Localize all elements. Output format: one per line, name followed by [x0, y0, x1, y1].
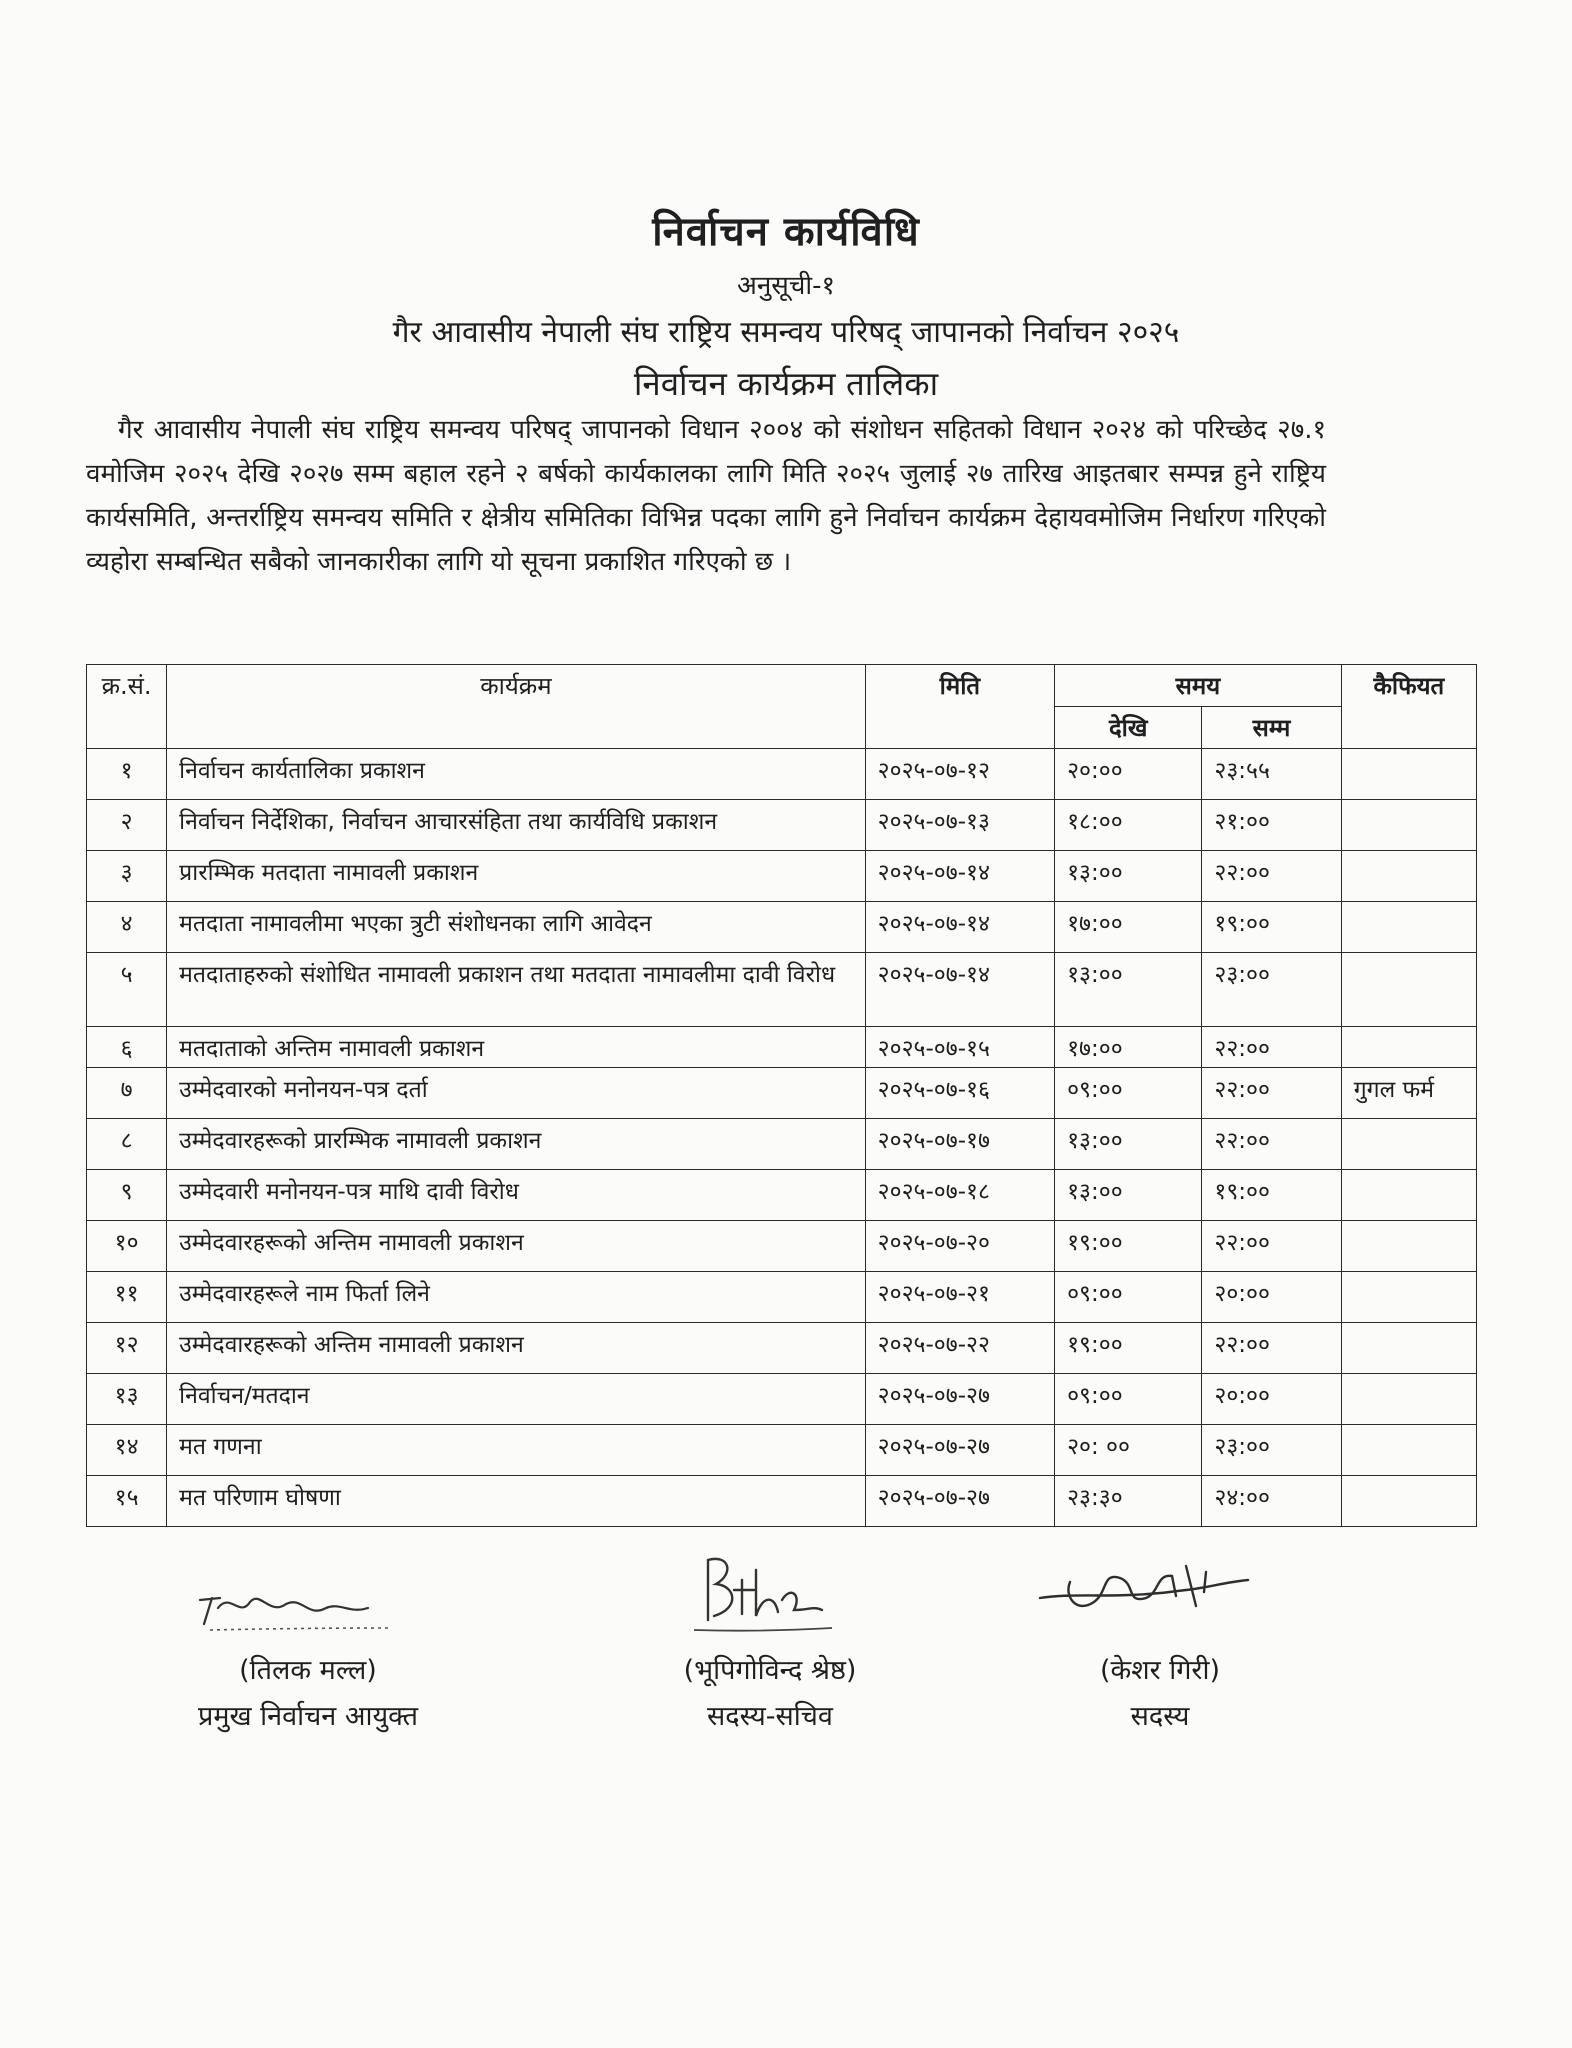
signatory-1 — [158, 1648, 458, 1740]
cell-remarks — [1341, 749, 1476, 800]
cell-from: १३:०० — [1055, 953, 1202, 1027]
cell-to: २२:०० — [1202, 1119, 1341, 1170]
cell-sn: १३ — [87, 1374, 167, 1425]
cell-remarks — [1341, 953, 1476, 1027]
table-row — [87, 1068, 1477, 1119]
cell-from: १३:०० — [1055, 851, 1202, 902]
cell-remarks — [1341, 1374, 1476, 1425]
signatory-2-role: सदस्य-सचिव — [707, 1701, 833, 1732]
cell-sn: ११ — [87, 1272, 167, 1323]
cell-date: २०२५-०७-१२ — [865, 749, 1054, 800]
signature-1-scribble — [190, 1578, 410, 1638]
cell-to: २०:०० — [1202, 1272, 1341, 1323]
cell-date: २०२५-०७-२० — [865, 1221, 1054, 1272]
cell-remarks — [1341, 1476, 1476, 1527]
cell-from: १९:०० — [1055, 1323, 1202, 1374]
cell-date: २०२५-०७-२१ — [865, 1272, 1054, 1323]
cell-to: २२:०० — [1202, 1323, 1341, 1374]
cell-remarks — [1341, 800, 1476, 851]
cell-remarks — [1341, 1221, 1476, 1272]
cell-from: १३:०० — [1055, 1170, 1202, 1221]
cell-program: निर्वाचन कार्यतालिका प्रकाशन — [167, 749, 866, 800]
cell-date: २०२५-०७-१४ — [865, 953, 1054, 1027]
cell-from: १७:०० — [1055, 1027, 1202, 1068]
signatory-3-name: (केशर गिरी) — [1099, 1655, 1221, 1686]
header-sn: क्र.सं. — [87, 665, 167, 749]
cell-sn: ३ — [87, 851, 167, 902]
cell-date: २०२५-०७-१६ — [865, 1068, 1054, 1119]
cell-from: ०९:०० — [1055, 1068, 1202, 1119]
cell-sn: १२ — [87, 1323, 167, 1374]
header-remarks: कैफियत — [1341, 665, 1476, 749]
table-row — [87, 1476, 1477, 1527]
cell-sn: १ — [87, 749, 167, 800]
cell-sn: ८ — [87, 1119, 167, 1170]
cell-to: २२:०० — [1202, 851, 1341, 902]
signature-2-scribble — [690, 1550, 840, 1640]
cell-to: २०:०० — [1202, 1374, 1341, 1425]
table-row — [87, 1323, 1477, 1374]
header-program: कार्यक्रम — [167, 665, 866, 749]
cell-from: ०९:०० — [1055, 1374, 1202, 1425]
table-row — [87, 1374, 1477, 1425]
cell-program: प्रारम्भिक मतदाता नामावली प्रकाशन — [167, 851, 866, 902]
schedule-heading: निर्वाचन कार्यक्रम तालिका — [633, 364, 939, 403]
table-row — [87, 1027, 1477, 1068]
signatory-3-role: सदस्य — [1130, 1701, 1190, 1732]
cell-remarks — [1341, 1170, 1476, 1221]
election-schedule-table — [86, 664, 1477, 1527]
cell-sn: १५ — [87, 1476, 167, 1527]
cell-to: २२:०० — [1202, 1027, 1341, 1068]
table-row — [87, 953, 1477, 1027]
signatory-1-name: (तिलक मल्ल) — [239, 1655, 377, 1686]
signature-3-scribble — [1036, 1552, 1256, 1632]
cell-from: ०९:०० — [1055, 1272, 1202, 1323]
cell-program: उम्मेदवारहरूले नाम फिर्ता लिने — [167, 1272, 866, 1323]
cell-program: मतदाताको अन्तिम नामावली प्रकाशन — [167, 1027, 866, 1068]
cell-remarks: गुगल फर्म — [1341, 1068, 1476, 1119]
cell-sn: २ — [87, 800, 167, 851]
cell-remarks — [1341, 1119, 1476, 1170]
cell-date: २०२५-०७-१५ — [865, 1027, 1054, 1068]
table-row — [87, 1119, 1477, 1170]
signatory-2 — [620, 1648, 920, 1740]
header-date: मिति — [865, 665, 1054, 749]
cell-from: १९:०० — [1055, 1221, 1202, 1272]
signatory-2-name: (भूपिगोविन्द श्रेष्ठ) — [683, 1655, 857, 1686]
cell-remarks — [1341, 851, 1476, 902]
table-row — [87, 851, 1477, 902]
cell-date: २०२५-०७-१३ — [865, 800, 1054, 851]
cell-sn: ७ — [87, 1068, 167, 1119]
cell-to: २३:५५ — [1202, 749, 1341, 800]
cell-date: २०२५-०७-१४ — [865, 851, 1054, 902]
table-row — [87, 1221, 1477, 1272]
signatory-1-role: प्रमुख निर्वाचन आयुक्त — [198, 1701, 418, 1732]
table-row — [87, 1170, 1477, 1221]
signatory-3 — [1030, 1648, 1290, 1740]
table-row — [87, 902, 1477, 953]
cell-from: २०:०० — [1055, 749, 1202, 800]
cell-program: मत परिणाम घोषणा — [167, 1476, 866, 1527]
table-row — [87, 800, 1477, 851]
cell-program: उम्मेदवारहरूको प्रारम्भिक नामावली प्रकाशन — [167, 1119, 866, 1170]
cell-program: उम्मेदवारहरूको अन्तिम नामावली प्रकाशन — [167, 1323, 866, 1374]
cell-to: २२:०० — [1202, 1068, 1341, 1119]
cell-sn: ९ — [87, 1170, 167, 1221]
cell-remarks — [1341, 1425, 1476, 1476]
cell-date: २०२५-०७-२७ — [865, 1425, 1054, 1476]
cell-sn: ५ — [87, 953, 167, 1027]
cell-date: २०२५-०७-१७ — [865, 1119, 1054, 1170]
table-row — [87, 749, 1477, 800]
cell-to: २४:०० — [1202, 1476, 1341, 1527]
cell-date: २०२५-०७-२७ — [865, 1374, 1054, 1425]
cell-remarks — [1341, 1272, 1476, 1323]
cell-to: १९:०० — [1202, 1170, 1341, 1221]
table-row — [87, 1425, 1477, 1476]
cell-program: उम्मेदवारहरूको अन्तिम नामावली प्रकाशन — [167, 1221, 866, 1272]
cell-from: १३:०० — [1055, 1119, 1202, 1170]
cell-from: १७:०० — [1055, 902, 1202, 953]
document-heading: गैर आवासीय नेपाली संघ राष्ट्रिय समन्वय परिषद् जापानको निर्वाचन २०२५ — [392, 315, 1180, 350]
cell-program: उम्मेदवारको मनोनयन-पत्र दर्ता — [167, 1068, 866, 1119]
cell-remarks — [1341, 1323, 1476, 1374]
cell-date: २०२५-०७-२२ — [865, 1323, 1054, 1374]
cell-date: २०२५-०७-१४ — [865, 902, 1054, 953]
cell-to: २१:०० — [1202, 800, 1341, 851]
cell-to: २३:०० — [1202, 1425, 1341, 1476]
header-time-from: देखि — [1055, 707, 1202, 749]
cell-to: १९:०० — [1202, 902, 1341, 953]
cell-date: २०२५-०७-१८ — [865, 1170, 1054, 1221]
cell-remarks — [1341, 1027, 1476, 1068]
cell-sn: १० — [87, 1221, 167, 1272]
cell-from: २०: ०० — [1055, 1425, 1202, 1476]
document-title: निर्वाचन कार्यविधि — [652, 209, 920, 255]
cell-from: १८:०० — [1055, 800, 1202, 851]
cell-from: २३:३० — [1055, 1476, 1202, 1527]
header-time-to: सम्म — [1202, 707, 1341, 749]
cell-sn: ६ — [87, 1027, 167, 1068]
header-time: समय — [1055, 665, 1342, 707]
cell-date: २०२५-०७-२७ — [865, 1476, 1054, 1527]
cell-sn: ४ — [87, 902, 167, 953]
table-header-row — [87, 665, 1477, 707]
cell-program: निर्वाचन/मतदान — [167, 1374, 866, 1425]
cell-program: मत गणना — [167, 1425, 866, 1476]
intro-paragraph: गैर आवासीय नेपाली संघ राष्ट्रिय समन्वय परिषद् जापानको विधान २००४ को संशोधन सहितको विधान २०२४ को परिच्छेद २७.१ वमोजिम २०२५ देखि २०२७ सम्म बहाल रहने २ बर्षको कार्यकालका लागि मिति २०२५ जुलाई २७ तारिख आइतबार सम्पन्न हुने राष्ट्रिय कार्यसमिति, अन्तर्राष्ट्रिय समन्वय समिति र क्षेत्रीय समितिका विभिन्न पदका लागि हुने निर्वाचन कार्यक्रम देहायवमोजिम निर्धारण गरिएको व्यहोरा सम्बन्धित सबैको जानकारीका लागि यो सूचना प्रकाशित गरिएको छ । — [86, 415, 1326, 577]
cell-program: निर्वाचन निर्देशिका, निर्वाचन आचारसंहिता तथा कार्यविधि प्रकाशन — [167, 800, 866, 851]
cell-to: २३:०० — [1202, 953, 1341, 1027]
cell-program: मतदाताहरुको संशोधित नामावली प्रकाशन तथा मतदाता नामावलीमा दावी विरोध — [167, 953, 866, 1027]
cell-to: २२:०० — [1202, 1221, 1341, 1272]
annex-label: अनुसूची-१ — [736, 271, 836, 301]
table-row — [87, 1272, 1477, 1323]
cell-sn: १४ — [87, 1425, 167, 1476]
cell-program: उम्मेदवारी मनोनयन-पत्र माथि दावी विरोध — [167, 1170, 866, 1221]
cell-remarks — [1341, 902, 1476, 953]
cell-program: मतदाता नामावलीमा भएका त्रुटी संशोधनका लागि आवेदन — [167, 902, 866, 953]
